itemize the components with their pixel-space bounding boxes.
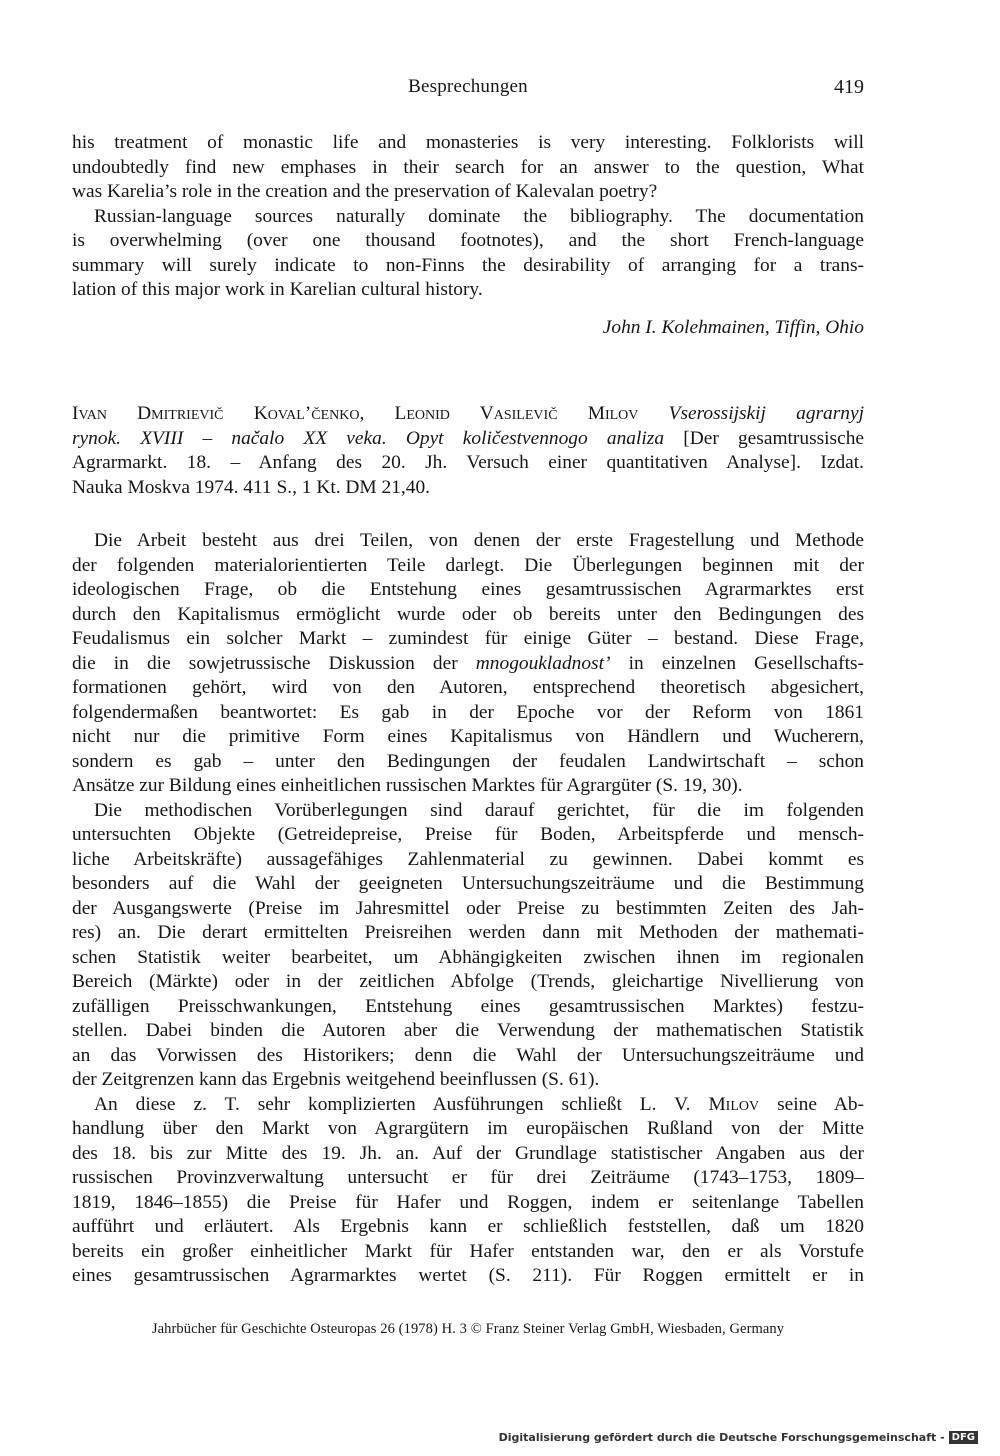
page-header — [72, 76, 864, 106]
text-run: die in die sowjetrussische Diskussion der — [72, 652, 476, 674]
citation-title: rynok. XVIII – načalo XX veka. Opyt količestvennogo analiza — [72, 427, 665, 449]
text-line: Bereich (Märkte) oder in der zeitlichen Abfolge (Trends, gleichartige Nivellierung von — [72, 971, 864, 992]
citation-line — [72, 427, 864, 452]
text-line: zufälligen Preisschwankungen, Entstehung eines gesamtrussischen Marktes) festzu- — [72, 995, 864, 1017]
text-line: formationen gehört, wird von den Autoren, entsprechend theoretisch abgesichert, — [72, 677, 864, 698]
text-line: nicht nur die primitive Form eines Kapitalismus von Händlern und Wucherern, — [72, 726, 864, 747]
body-paragraph — [72, 529, 864, 1289]
text-line: folgendermaßen beantwortet: Es gab in der Epoche vor der Reform von 1861 — [72, 701, 864, 723]
text-line: 1819, 1846–1855) die Preise für Hafer und Roggen, indem er seitenlange Tabellen — [72, 1191, 864, 1213]
text-line: russischen Provinzverwaltung untersucht er für drei Zeiträume (1743–1753, 1809– — [72, 1167, 864, 1188]
text-line: is overwhelming (over one thousand footnotes), and the short French-language — [72, 230, 864, 251]
text-line: summary will surely indicate to non-Finns the desirability of arranging for a trans- — [72, 254, 864, 276]
text-line: bereits ein großer einheitlicher Markt für Hafer entstanden war, den er als Vorstufe — [72, 1240, 864, 1262]
text-line: lation of this major work in Karelian cultural history. — [72, 279, 483, 300]
text-line: eines gesamtrussischen Agrarmarktes wertet (S. 211). Für Roggen ermittelt er in — [72, 1265, 864, 1286]
text-line: his treatment of monastic life and monasteries is very interesting. Folklorists will — [72, 132, 864, 153]
journal-footer: Jahrbücher für Geschichte Osteuropas 26 (1978) H. 3 © Franz Steiner Verlag GmbH, Wiesbaden, Germany — [151, 1321, 785, 1337]
text-line: der Ausgangswerte (Preise im Jahresmittel oder Preise zu bestimmten Zeiten des Jah- — [72, 897, 864, 919]
text-line: besonders auf die Wahl der geeigneten Untersuchungszeiträume und die Bestimmung — [72, 873, 864, 894]
text-line: liche Arbeitskräfte) aussagefähiges Zahlenmaterial zu gewinnen. Dabei kommt es — [72, 848, 864, 870]
text-line: schen Statistik weiter bearbeitet, um Abhängigkeiten zwischen ihnen im regionalen — [72, 946, 864, 968]
citation-line — [72, 402, 864, 427]
text-line: undoubtedly find new emphases in their search for an answer to the question, What — [72, 156, 864, 178]
citation-line: Agrarmarkt. 18. – Anfang des 20. Jh. Versuch einer quantitativen Analyse]. Izdat. — [72, 452, 864, 473]
text-line: was Karelia’s role in the creation and the preservation of Kalevalan poetry? — [72, 181, 658, 202]
reviewer-signature: John I. Kolehmainen, Tiffin, Ohio — [602, 317, 864, 338]
text-run: seine Ab- — [759, 1093, 864, 1115]
text-line: Ansätze zur Bildung eines einheitlichen russischen Marktes für Agrargüter (S. 19, 30). — [72, 775, 743, 796]
text-line: aufführt und erläutert. Als Ergebnis kann er schließlich feststellen, daß um 1820 — [72, 1216, 864, 1237]
text-line: handlung über den Markt von Agrargütern im europäischen Rußland von der Mitte — [72, 1118, 864, 1139]
text-line: Die Arbeit besteht aus drei Teilen, von denen der erste Fragestellung und Methode — [94, 530, 864, 551]
text-line: untersuchten Objekte (Getreidepreise, Preise für Boden, Arbeitspferde und mensch- — [72, 824, 864, 845]
text-line: an das Vorwissen des Historikers; denn die Wahl der Untersuchungszeiträume und — [72, 1044, 864, 1066]
text-line: stellen. Dabei binden die Autoren aber die Verwendung der mathematischen Statistik — [72, 1020, 864, 1041]
text-line: Feudalismus ein solcher Markt – zumindest für einige Güter – bestand. Diese Frage, — [72, 628, 864, 649]
text-line: Die methodischen Vorüberlegungen sind darauf gerichtet, für die im folgenden — [94, 799, 864, 821]
text-line: des 18. bis zur Mitte des 19. Jh. an. Auf der Grundlage statistischer Angaben aus der — [72, 1142, 864, 1164]
running-head: Besprechungen — [408, 76, 528, 97]
text-line: der folgenden materialorientierten Teile darlegt. Die Überlegungen beginnen mit der — [72, 554, 864, 576]
citation-title: Vserossijskij agrarnyj — [668, 403, 864, 424]
book-citation — [72, 402, 864, 500]
dfg-logo: DFG — [949, 1431, 978, 1444]
text-line: sondern es gab – unter den Bedingungen der feudalen Landwirtschaft – schon — [72, 750, 864, 772]
text-line: res) an. Die derart ermittelten Preisreihen werden dann mit Methoden der mathemati- — [72, 922, 864, 943]
citation-authors: Leonid Vasilevič Milov — [394, 403, 639, 424]
digitization-text: Digitalisierung gefördert durch die Deutsche Forschungsgemeinschaft - — [498, 1431, 945, 1444]
text-run: An diese z. T. sehr komplizierten Ausführungen schließt L. V. — [94, 1093, 709, 1115]
citation-line: Nauka Moskva 1974. 411 S., 1 Kt. DM 21,40. — [72, 476, 430, 498]
citation-translation: [Der gesamtrussische — [664, 427, 864, 449]
author-name: Milov — [708, 1093, 760, 1115]
text-line: ideologischen Frage, ob die Entstehung eines gesamtrussischen Agrarmarktes erst — [72, 579, 864, 600]
page-number: 419 — [834, 76, 864, 98]
text-line: der Zeitgrenzen kann das Ergebnis weitgehend beeinflussen (S. 61). — [72, 1069, 600, 1090]
text-line — [72, 652, 864, 677]
review-continuation — [72, 131, 864, 303]
term-italic: mnogoukladnost’ — [475, 652, 611, 674]
text-run: in einzelnen Gesellschafts- — [610, 652, 864, 674]
text-line: Russian-language sources naturally dominate the bibliography. The documentation — [94, 205, 864, 227]
digitization-note — [499, 1431, 978, 1444]
text-line — [72, 1093, 864, 1118]
citation-authors: Ivan Dmitrievič Koval’čenko, — [72, 403, 365, 424]
text-line: durch den Kapitalismus ermöglicht wurde oder ob bereits unter den Bedingungen des — [72, 603, 864, 625]
